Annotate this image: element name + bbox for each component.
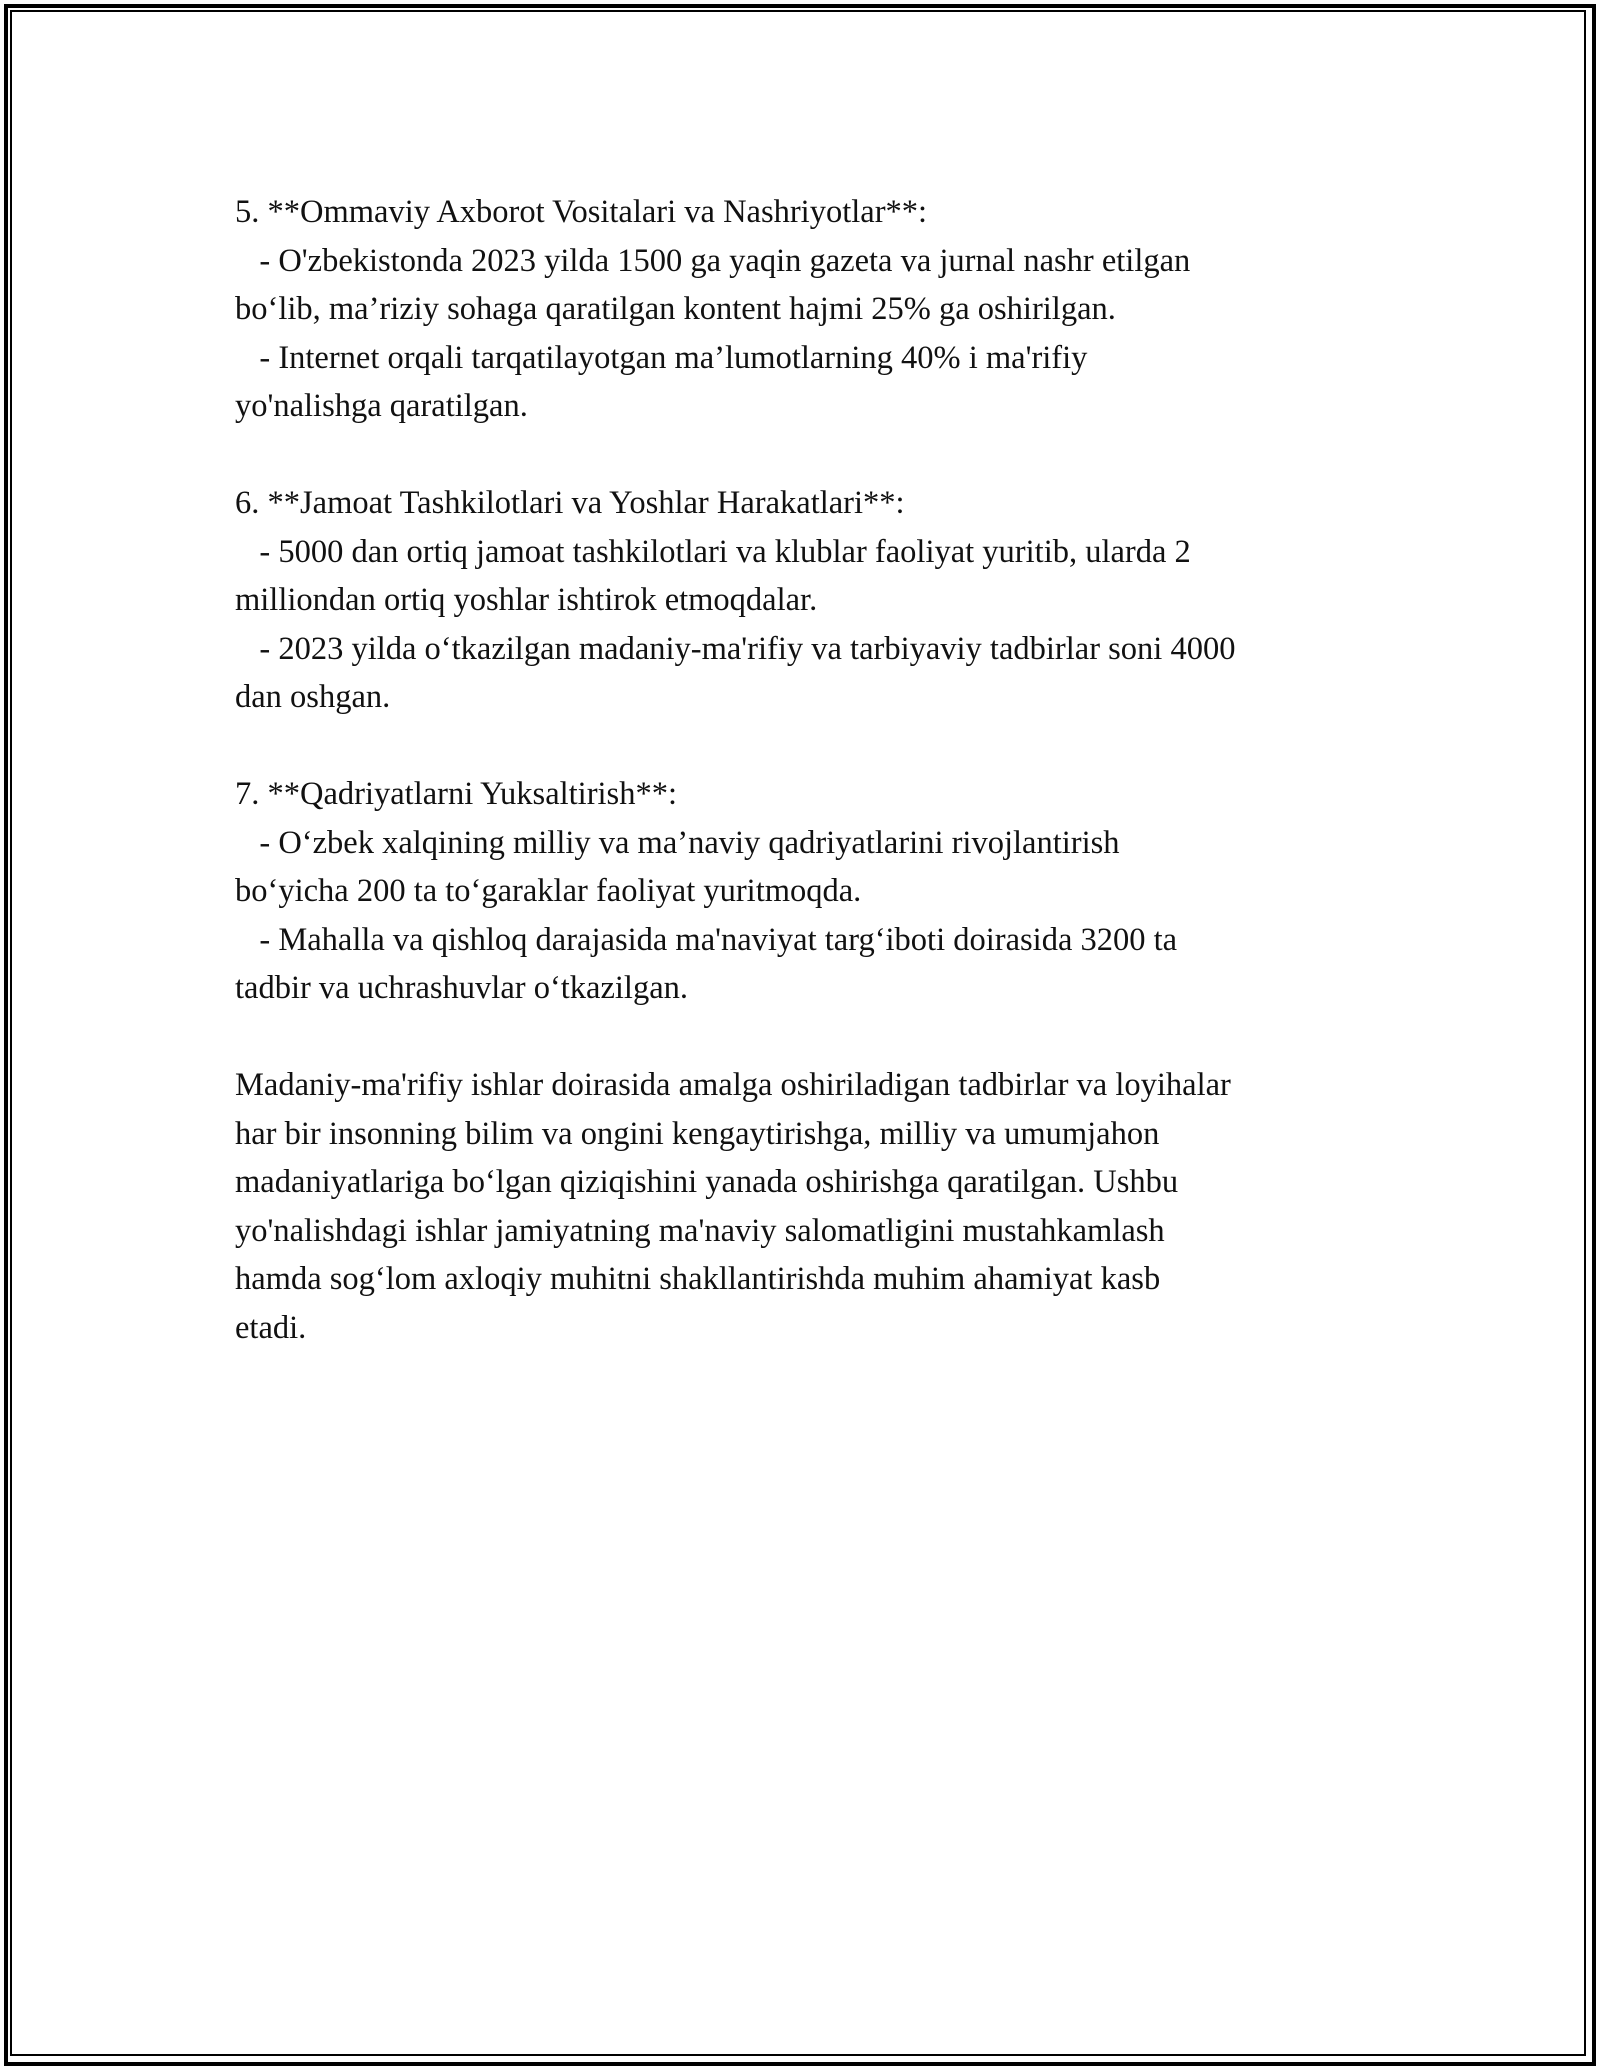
bullet-line: - 2023 yilda o‘tkazilgan madaniy-ma'rifiy va tarbiyaviy tadbirlar soni 4000: [235, 630, 1236, 667]
section-heading: 5. **Ommaviy Axborot Vositalari va Nashriyotlar**:: [235, 194, 928, 230]
bullet-line: yo'nalishga qaratilgan.: [235, 388, 528, 424]
paragraph-gap: [235, 1013, 1380, 1062]
bullet-line: - 5000 dan ortiq jamoat tashkilotlari va klublar faoliyat yuritib, ularda 2: [235, 533, 1191, 570]
bullet-line: milliondan ortiq yoshlar ishtirok etmoqdalar.: [235, 582, 818, 618]
section-5: [235, 188, 1380, 431]
section-heading: 7. **Qadriyatlarni Yuksaltirish**:: [235, 776, 677, 812]
paragraph-gap: [235, 431, 1380, 480]
paragraph-line: har bir insonning bilim va ongini kengaytirishga, milliy va umumjahon: [235, 1115, 1160, 1152]
paragraph-line: yo'nalishdagi ishlar jamiyatning ma'naviy salomatligini mustahkamlash: [235, 1212, 1165, 1249]
paragraph-line: Madaniy-ma'rifiy ishlar doirasida amalga oshiriladigan tadbirlar va loyihalar: [235, 1067, 1231, 1103]
bullet-line: - Internet orqali tarqatilayotgan ma’lumotlarning 40% i ma'rifiy: [235, 339, 1088, 376]
section-6: [235, 479, 1380, 722]
bullet-line: - O'zbekistonda 2023 yilda 1500 ga yaqin gazeta va jurnal nashr etilgan: [235, 242, 1191, 279]
bullet-line: - O‘zbek xalqining milliy va ma’naviy qadriyatlarini rivojlantirish: [235, 824, 1120, 861]
bullet-line: bo‘lib, ma’riziy sohaga qaratilgan kontent hajmi 25% ga oshirilgan.: [235, 291, 1116, 327]
bullet-line: bo‘yicha 200 ta to‘garaklar faoliyat yuritmoqda.: [235, 873, 862, 909]
document-body: [235, 188, 1380, 1352]
paragraph-line: etadi.: [235, 1309, 307, 1346]
bullet-line: - Mahalla va qishloq darajasida ma'naviyat targ‘iboti doirasida 3200 ta: [235, 921, 1178, 958]
bullet-line: tadbir va uchrashuvlar o‘tkazilgan.: [235, 970, 689, 1006]
bullet-line: dan oshgan.: [235, 679, 391, 715]
section-heading: 6. **Jamoat Tashkilotlari va Yoshlar Harakatlari**:: [235, 485, 905, 521]
conclusion-paragraph: [235, 1061, 1380, 1352]
paragraph-gap: [235, 722, 1380, 771]
paragraph-line: hamda sog‘lom axloqiy muhitni shakllantirishda muhim ahamiyat kasb: [235, 1261, 1161, 1297]
paragraph-line: madaniyatlariga bo‘lgan qiziqishini yanada oshirishga qaratilgan. Ushbu: [235, 1164, 1179, 1200]
section-7: [235, 770, 1380, 1013]
